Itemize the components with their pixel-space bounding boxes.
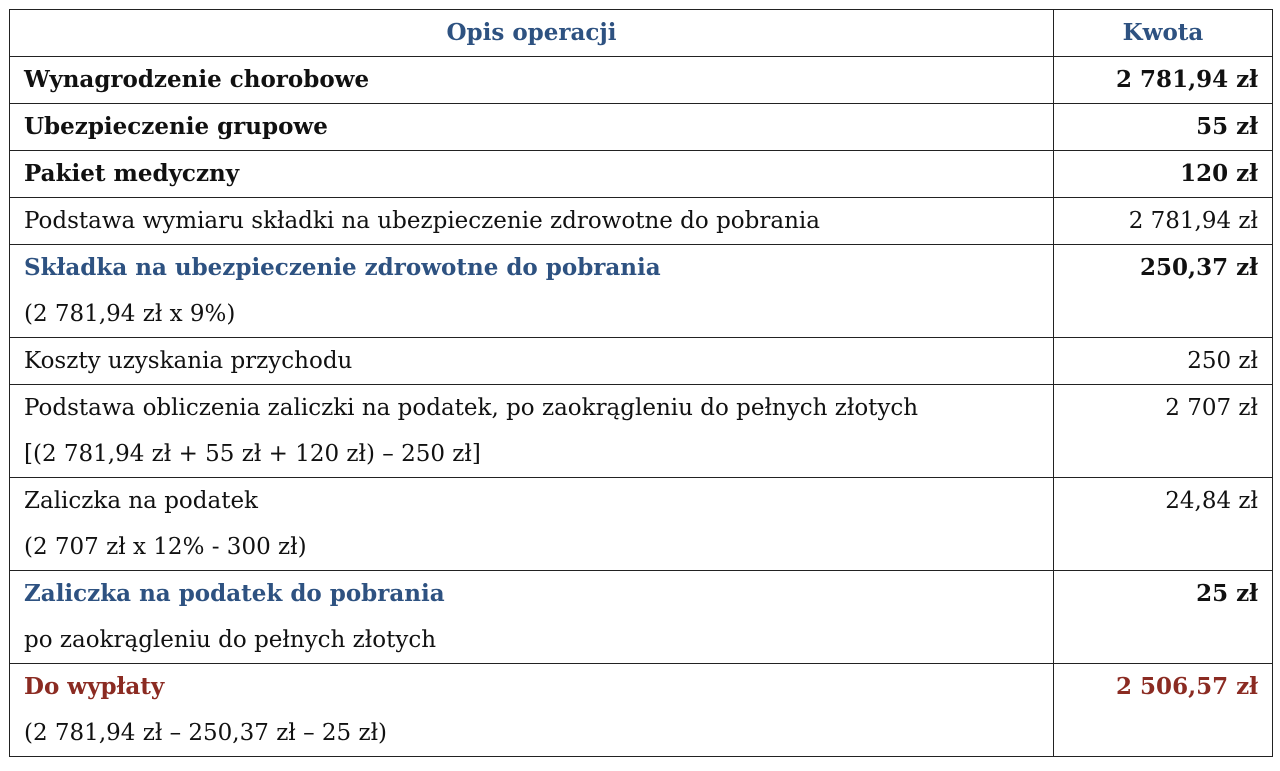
table-header-row — [10, 10, 1273, 57]
row-note: po zaokrągleniu do pełnych złotych — [24, 627, 437, 653]
column-header-amount: Kwota — [1054, 10, 1273, 57]
row-label: Pakiet medyczny — [10, 151, 1054, 198]
table-row — [10, 571, 1273, 664]
payroll-table — [9, 9, 1273, 757]
row-cell — [10, 478, 1054, 571]
row-label: Ubezpieczenie grupowe — [10, 104, 1054, 151]
row-amount: 2 781,94 zł — [1054, 198, 1273, 245]
row-label: Zaliczka na podatek do pobrania — [24, 580, 445, 607]
row-note: [(2 781,94 zł + 55 zł + 120 zł) – 250 zł] — [24, 441, 481, 467]
row-amount: 2 781,94 zł — [1054, 57, 1273, 104]
row-cell — [10, 571, 1054, 664]
row-note: (2 781,94 zł x 9%) — [24, 301, 236, 327]
row-cell — [10, 664, 1054, 757]
row-label: Koszty uzyskania przychodu — [10, 338, 1054, 385]
payout-note: (2 781,94 zł – 250,37 zł – 25 zł) — [24, 720, 388, 746]
row-label: Podstawa obliczenia zaliczki na podatek, po zaokrągleniu do pełnych złotych — [24, 395, 919, 421]
column-header-description: Opis operacji — [10, 10, 1054, 57]
row-cell — [10, 245, 1054, 338]
row-amount: 24,84 zł — [1054, 478, 1273, 571]
table-row — [10, 57, 1273, 104]
table-row — [10, 104, 1273, 151]
table-row — [10, 151, 1273, 198]
table-row — [10, 385, 1273, 478]
table-row — [10, 478, 1273, 571]
row-amount: 250 zł — [1054, 338, 1273, 385]
table-row — [10, 198, 1273, 245]
row-label: Podstawa wymiaru składki na ubezpieczenie zdrowotne do pobrania — [10, 198, 1054, 245]
row-cell — [10, 385, 1054, 478]
row-label: Składka na ubezpieczenie zdrowotne do pobrania — [24, 254, 661, 281]
row-amount: 25 zł — [1054, 571, 1273, 664]
row-label: Wynagrodzenie chorobowe — [10, 57, 1054, 104]
payout-amount: 2 506,57 zł — [1054, 664, 1273, 757]
row-amount: 250,37 zł — [1054, 245, 1273, 338]
table-row — [10, 338, 1273, 385]
row-note: (2 707 zł x 12% - 300 zł) — [24, 534, 307, 560]
row-amount: 2 707 zł — [1054, 385, 1273, 478]
payroll-table-container — [9, 9, 1273, 757]
table-row-payout — [10, 664, 1273, 757]
payout-label: Do wypłaty — [24, 673, 165, 700]
row-label: Zaliczka na podatek — [24, 488, 258, 514]
table-row — [10, 245, 1273, 338]
row-amount: 55 zł — [1054, 104, 1273, 151]
row-amount: 120 zł — [1054, 151, 1273, 198]
